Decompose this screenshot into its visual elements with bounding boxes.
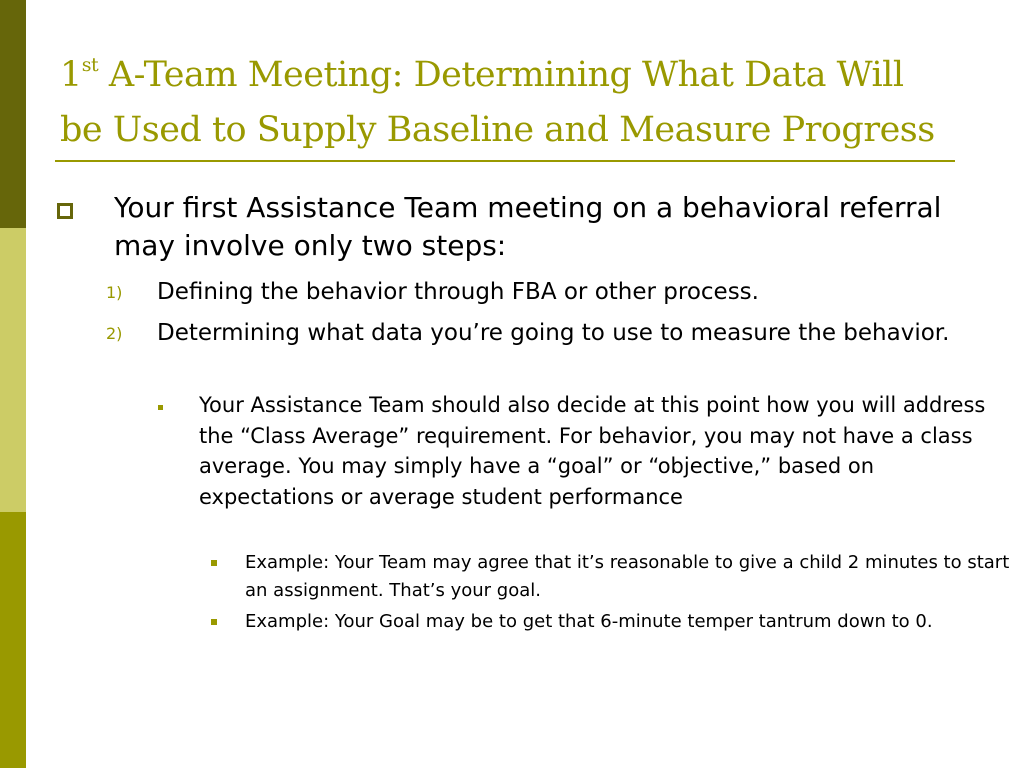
hollow-square-bullet-icon	[57, 203, 73, 219]
square-bullet-icon	[158, 405, 163, 410]
side-bar-light	[0, 228, 26, 512]
main-point-text: Your first Assistance Team meeting on a behavioral referral may involve only two steps:	[114, 191, 942, 262]
title-line1: A-Team Meeting: Determining What Data Will	[108, 55, 904, 95]
title-underline	[55, 160, 955, 162]
step-number: 2)	[106, 324, 123, 343]
step-text: Defining the behavior through FBA or other process.	[157, 279, 759, 305]
sub-point-text: Your Assistance Team should also decide at this point how you will address the “Class Average” requirement. For behavior, you may not have a class average. You may simply have a “goal” or “objective,” based on expectations or average student performance	[199, 393, 986, 509]
square-bullet-icon	[211, 619, 217, 625]
side-bar-dark	[0, 0, 26, 228]
title-ordinal-suffix: st	[81, 54, 99, 76]
title-line2: be Used to Supply Baseline and Measure Progress	[60, 110, 935, 150]
step-number: 1)	[106, 283, 123, 302]
slide-title	[60, 48, 980, 158]
example-text: Example: Your Goal may be to get that 6-minute temper tantrum down to 0.	[245, 611, 933, 632]
title-ordinal: 1	[60, 55, 82, 95]
example-text: Example: Your Team may agree that it’s reasonable to give a child 2 minutes to start an assignment. That’s your goal.	[245, 552, 1010, 601]
side-bar-olive	[0, 512, 26, 768]
step-text: Determining what data you’re going to use to measure the behavior.	[157, 320, 950, 346]
square-bullet-icon	[211, 560, 217, 566]
